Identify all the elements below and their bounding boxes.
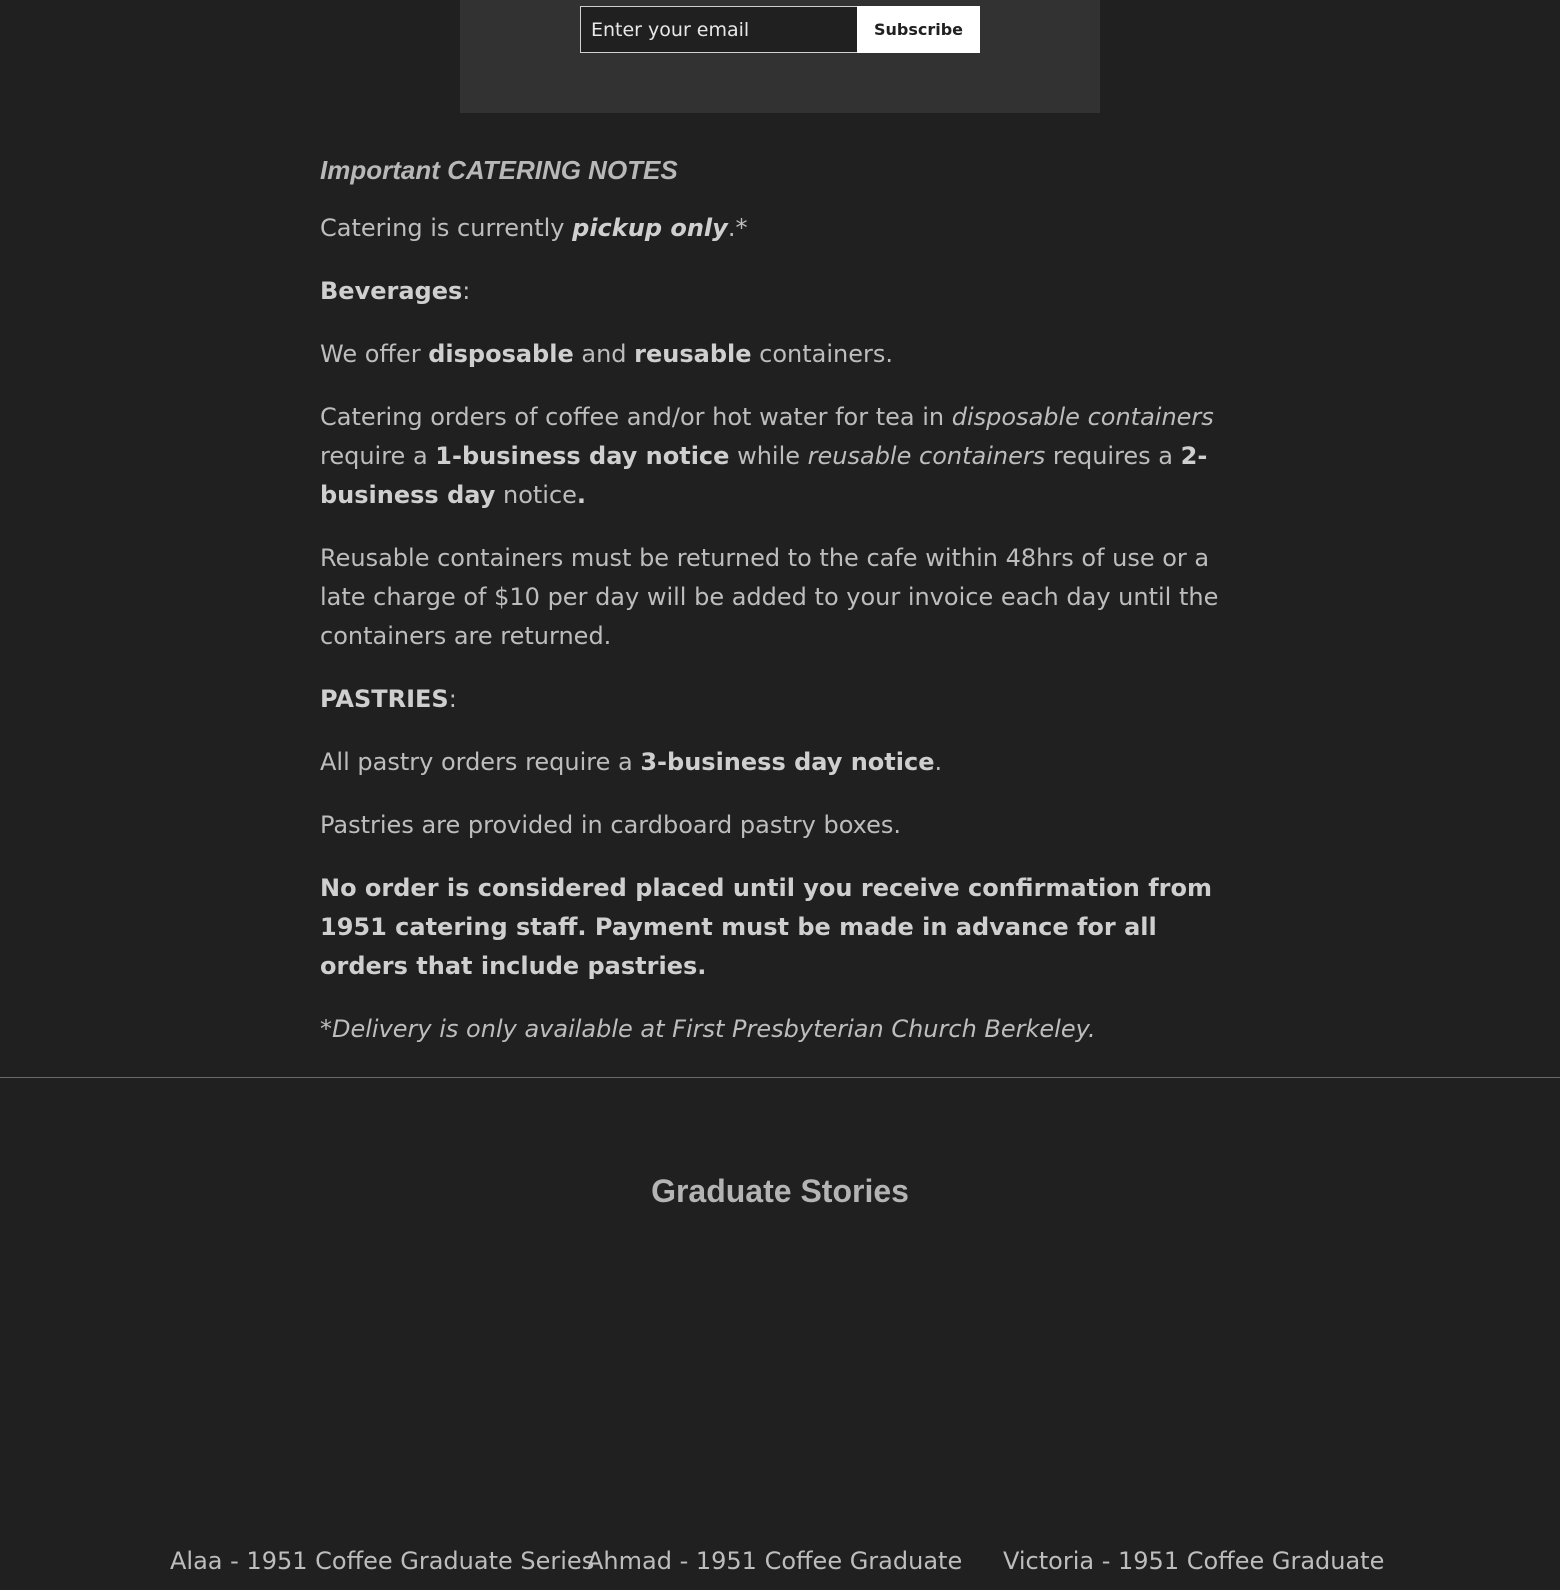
beverages-heading bbox=[320, 272, 1240, 311]
beverages-colon: : bbox=[462, 277, 471, 305]
pickup-emph: pickup only bbox=[572, 214, 728, 242]
stories-title: Graduate Stories bbox=[651, 1173, 909, 1209]
containers-pre: We offer bbox=[320, 340, 429, 368]
pastries-heading bbox=[320, 680, 1240, 719]
pickup-post: .* bbox=[727, 214, 748, 242]
notice-p5: notice bbox=[495, 481, 577, 509]
notice-one-day: 1-business day notice bbox=[435, 442, 730, 470]
containers-post: containers. bbox=[751, 340, 894, 368]
confirmation-text: No order is considered placed until you receive confirmation from 1951 catering staff. Payment must be made in advance for all orders that include pastries. bbox=[320, 874, 1213, 980]
email-input[interactable] bbox=[580, 6, 857, 53]
newsletter-section bbox=[460, 0, 1100, 113]
notice-p1: Catering orders of coffee and/or hot water for tea in bbox=[320, 403, 952, 431]
section-divider bbox=[0, 1077, 1560, 1078]
notice-p3: while bbox=[729, 442, 808, 470]
pickup-note bbox=[320, 209, 1240, 248]
pastries-colon: : bbox=[448, 685, 457, 713]
pastry-notice bbox=[320, 743, 1240, 782]
notice-two-day: 2-business day bbox=[320, 442, 1208, 509]
confirmation-note bbox=[320, 869, 1240, 986]
containers-disposable: disposable bbox=[428, 340, 574, 368]
notice-reusable-containers: reusable containers bbox=[807, 442, 1046, 470]
containers-reusable: reusable bbox=[634, 340, 752, 368]
notice-p4: requires a bbox=[1045, 442, 1181, 470]
notice-p6: . bbox=[576, 481, 587, 509]
beverages-label: Beverages bbox=[320, 277, 463, 305]
notice-note bbox=[320, 398, 1240, 515]
story-card-alaa[interactable]: Alaa - 1951 Coffee Graduate Series bbox=[170, 1547, 595, 1575]
containers-and: and bbox=[573, 340, 635, 368]
story-card-ahmad[interactable]: Ahmad - 1951 Coffee Graduate bbox=[587, 1547, 963, 1575]
delivery-note: *Delivery is only available at First Presbyterian Church Berkeley. bbox=[320, 1015, 1096, 1043]
pickup-pre: Catering is currently bbox=[320, 214, 573, 242]
story-card-victoria[interactable]: Victoria - 1951 Coffee Graduate bbox=[1003, 1547, 1385, 1575]
notice-disposable-containers: disposable containers bbox=[951, 403, 1214, 431]
pastries-label: PASTRIES bbox=[320, 685, 449, 713]
return-policy: Reusable containers must be returned to the cafe within 48hrs of use or a late charge of $10 per day will be added to your invoice each day until the containers are returned. bbox=[320, 544, 1219, 650]
notice-p2: require a bbox=[320, 442, 436, 470]
pastry-boxes: Pastries are provided in cardboard pastry boxes. bbox=[320, 811, 902, 839]
pastry-notice-post: . bbox=[934, 748, 943, 776]
catering-heading: Important CATERING NOTES bbox=[320, 155, 678, 185]
pastry-notice-emph: 3-business day notice bbox=[640, 748, 935, 776]
pastry-notice-pre: All pastry orders require a bbox=[320, 748, 641, 776]
subscribe-button[interactable]: Subscribe bbox=[857, 6, 980, 53]
containers-note bbox=[320, 335, 1240, 374]
catering-notes bbox=[320, 152, 1240, 1073]
